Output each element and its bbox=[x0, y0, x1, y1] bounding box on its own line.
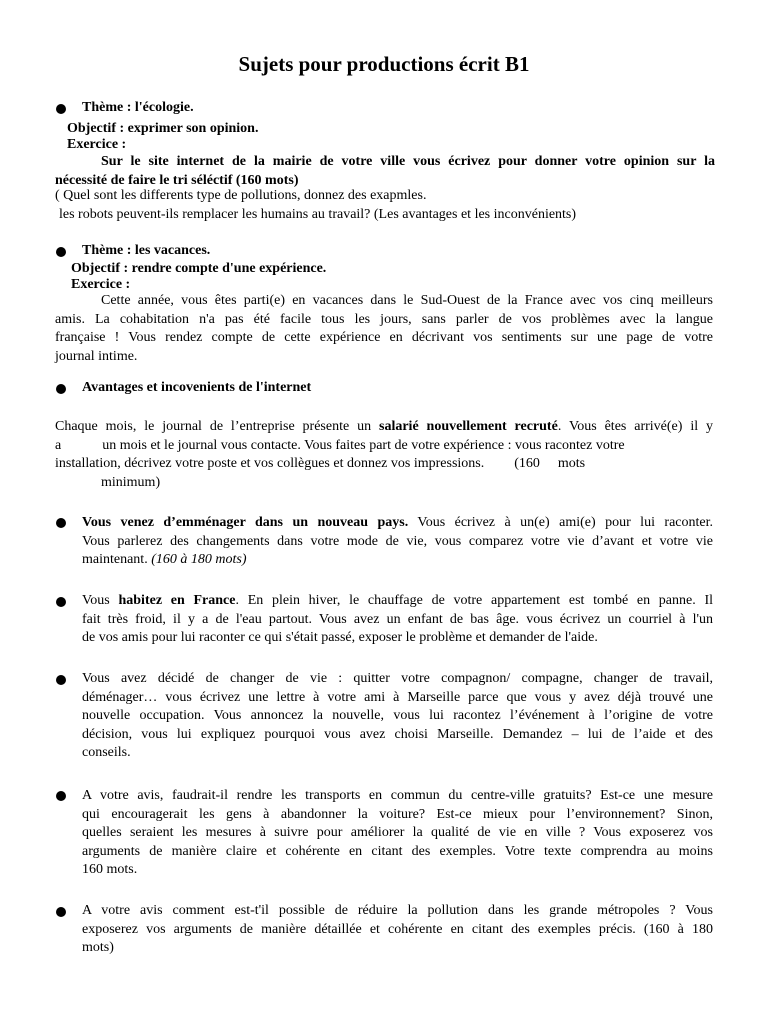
objectif-vacances: Objectif : rendre compte d'une expérience. bbox=[71, 261, 327, 276]
paragraph-transports: A votre avis, faudrait-il rendre les transports en commun du centre-ville gratuits? Est-ce une mesure qui encouragerait les gens à abandonner la voiture? Est-ce mieux pour l’environnement? Sinon, quelles seraient les mesures à suivre pour améliorer la qualité de vie en ville ? Vous exposerez vos arguments de manière claire et cohérente en citant des exemples. Votre texte comprendra au moins 160 mots. bbox=[82, 788, 713, 877]
theme-ecologie: Thème : l'écologie. bbox=[82, 100, 194, 115]
bullet-icon bbox=[56, 597, 66, 607]
bullet-icon bbox=[56, 791, 66, 801]
paragraph-pollution: A votre avis comment est-t'il possible de réduire la pollution dans les grande métropoles ? Vous exposerez vos arguments de manière détaillée et cohérente en citant des exemples précis. (160 à 180 mots) bbox=[82, 903, 713, 955]
paragraph-nouveau-pays: Vous venez d’emménager dans un nouveau pays. Vous écrivez à un(e) ami(e) pour lui raconter. Vous parlerez des changements dans votre mode de vie, vous comparez votre vie d’avant et votre vie maintenant. (160 à 180 mots) bbox=[82, 515, 713, 567]
bullet-icon bbox=[56, 247, 66, 257]
objectif-ecologie: Objectif : exprimer son opinion. bbox=[67, 121, 259, 136]
bullet-icon bbox=[56, 518, 66, 528]
bullet-icon bbox=[56, 384, 66, 394]
exercice-vacances: Exercice : bbox=[71, 277, 131, 292]
exercise-prompt-ecologie: Sur le site internet de la mairie de votre ville vous écrivez pour donner votre opinion sur la nécessité de faire le tri séléctif (160 mots) bbox=[55, 154, 715, 188]
theme-vacances: Thème : les vacances. bbox=[82, 243, 211, 258]
paragraph-salarie: Chaque mois, le journal de l’entreprise présente un salarié nouvellement recruté. Vous êtes arrivé(e) il y a un mois et le journal vous contacte. Vous faites part de votre expérience : vous racontez votre installation, décrivez votre poste et vos collègues et donnez vos impressions. (160 mots minimum) bbox=[55, 419, 713, 490]
question-pollution: ( Quel sont les differents type de pollutions, donnez des exapmles. bbox=[55, 188, 427, 203]
page-title: Sujets pour productions écrit B1 bbox=[238, 52, 530, 76]
paragraph-marseille: Vous avez décidé de changer de vie : quitter votre compagnon/ compagne, changer de travail, déménager… vous écrivez une lettre à votre ami à Marseille parce que vous y avez déjà trouvé une nouvelle occupation. Vous annoncez la nouvelle, vous lui racontez l’événement à l’origine de votre décision, vous lui expliquez pourquoi vous avez choisi Marseille. Demandez – lui de l’aide et des conseils. bbox=[82, 671, 713, 760]
exercice-ecologie: Exercice : bbox=[67, 137, 127, 152]
question-robots: les robots peuvent-ils remplacer les humains au travail? (Les avantages et les inconvénients) bbox=[59, 207, 577, 222]
bullet-icon bbox=[56, 907, 66, 917]
paragraph-chauffage: Vous habitez en France. En plein hiver, le chauffage de votre appartement est tombé en panne. Il fait très froid, il y a de l'eau partout. Vous avez un enfant de bas âge. vous écrivez un courriel à l'un de vos amis pour lui raconter ce qui s'était passé, exposer le problème et demander de l'aide. bbox=[82, 593, 714, 645]
bullet-icon bbox=[56, 675, 66, 685]
exercise-prompt-vacances: Cette année, vous êtes parti(e) en vacances dans le Sud-Ouest de la France avec vos cinq meilleurs amis. La cohabitation n'a pas été facile tous les jours, sans parler de vos problèmes avec la langue française ! Vous rendez compte de cette expérience en décrivant vos sentiments sur une page de votre journal intime. bbox=[55, 293, 713, 364]
heading-internet: Avantages et incovenients de l'internet bbox=[82, 380, 312, 395]
bullet-icon bbox=[56, 104, 66, 114]
